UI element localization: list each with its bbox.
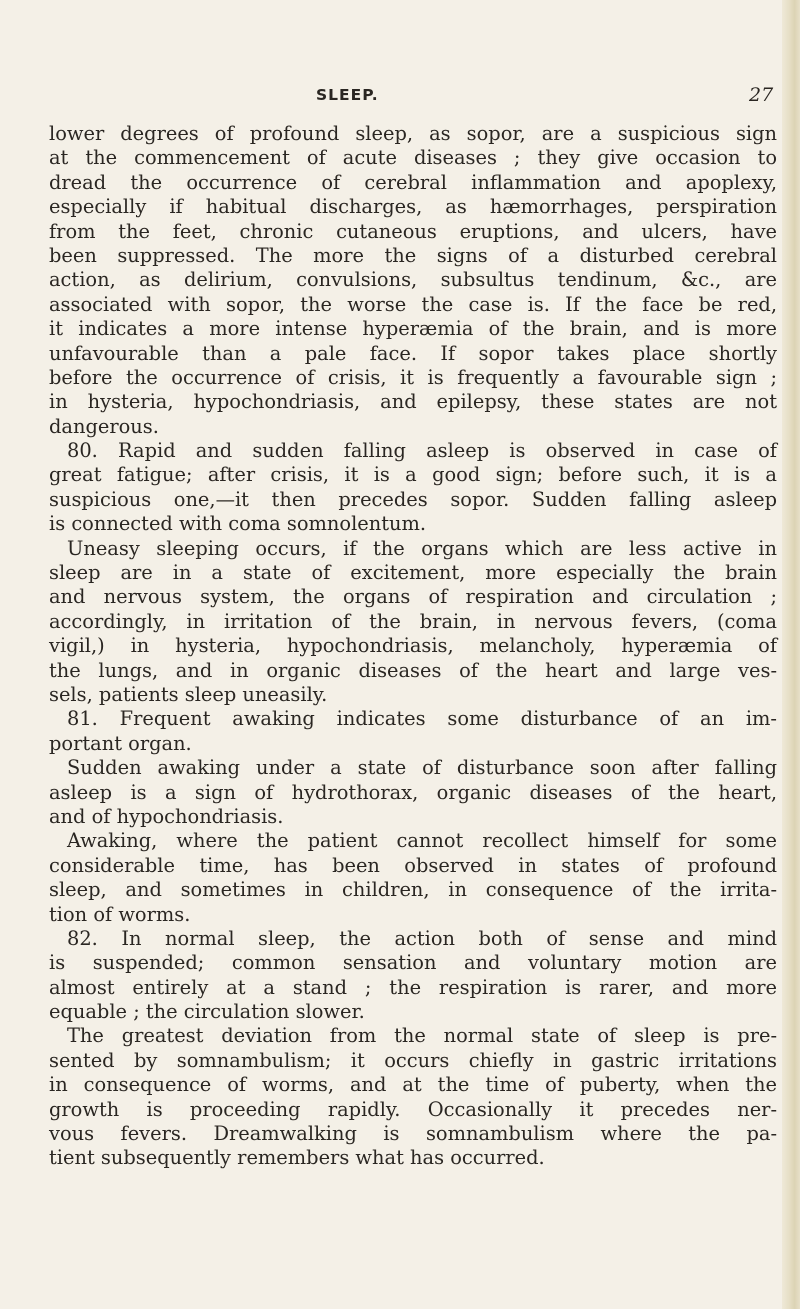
text-line: great fatigue; after crisis, it is a good sign; before such, it is a (49, 463, 777, 487)
text-line: and of hypochondriasis. (49, 804, 284, 828)
text-line: sleep, and sometimes in children, in consequence of the irrita- (49, 878, 777, 902)
text-line: equable ; the circulation slower. (49, 1000, 365, 1024)
running-header (0, 84, 800, 108)
text-line: Sudden awaking under a state of disturbance soon after falling (67, 756, 777, 780)
text-line: growth is proceeding rapidly. Occasionally it precedes ner- (49, 1097, 777, 1121)
text-line: asleep is a sign of hydrothorax, organic diseases of the heart, (49, 780, 777, 804)
text-line: vigil,) in hysteria, hypochondriasis, melancholy, hyperæmia of (49, 634, 777, 658)
text-line: from the feet, chronic cutaneous eruptions, and ulcers, have (49, 219, 777, 243)
text-line: in consequence of worms, and at the time of puberty, when the (49, 1073, 777, 1097)
text-line: associated with sopor, the worse the case is. If the face be red, (49, 292, 777, 316)
text-line: 82. In normal sleep, the action both of sense and mind (67, 926, 777, 950)
text-line: tient subsequently remembers what has occurred. (49, 1146, 545, 1170)
page-edge (782, 0, 800, 1309)
text-line: 80. Rapid and sudden falling asleep is observed in case of (67, 439, 777, 463)
body-text (49, 122, 777, 1171)
text-line: is connected with coma somnolentum. (49, 512, 427, 536)
text-line: action, as delirium, convulsions, subsultus tendinum, &c., are (49, 268, 777, 292)
text-line: before the occurrence of crisis, it is frequently a favourable sign ; (49, 365, 777, 389)
text-line: accordingly, in irritation of the brain, in nervous fevers, (coma (49, 609, 777, 633)
text-line: sented by somnambulism; it occurs chiefly in gastric irritations (49, 1048, 777, 1072)
text-line: vous fevers. Dreamwalking is somnambulism where the pa- (49, 1122, 777, 1146)
text-line: The greatest deviation from the normal state of sleep is pre- (67, 1024, 777, 1048)
text-line: been suppressed. The more the signs of a disturbed cerebral (49, 243, 777, 267)
text-line: dread the occurrence of cerebral inflammation and apoplexy, (49, 170, 777, 194)
text-line: 81. Frequent awaking indicates some disturbance of an im- (67, 707, 777, 731)
text-line: Uneasy sleeping occurs, if the organs which are less active in (67, 536, 777, 560)
text-line: unfavourable than a pale face. If sopor takes place shortly (49, 341, 777, 365)
text-line: it indicates a more intense hyperæmia of the brain, and is more (49, 317, 777, 341)
text-line: suspicious one,—it then precedes sopor. Sudden falling asleep (49, 487, 777, 511)
text-line: sleep are in a state of excitement, more especially the brain (49, 561, 777, 585)
text-line: considerable time, has been observed in states of profound (49, 853, 777, 877)
text-line: Awaking, where the patient cannot recollect himself for some (67, 829, 777, 853)
text-line: in hysteria, hypochondriasis, and epilepsy, these states are not (49, 390, 777, 414)
text-line: almost entirely at a stand ; the respiration is rarer, and more (49, 975, 777, 999)
text-line: lower degrees of profound sleep, as sopor, are a suspicious sign (49, 122, 777, 145)
text-line: portant organ. (49, 731, 192, 755)
text-line: sels, patients sleep uneasily. (49, 682, 328, 706)
text-line: and nervous system, the organs of respiration and circulation ; (49, 585, 777, 609)
text-line: the lungs, and in organic diseases of the heart and large ves- (49, 658, 777, 682)
text-line: at the commencement of acute diseases ; they give occasion to (49, 146, 777, 170)
running-title: SLEEP. (316, 86, 379, 104)
text-line: is suspended; common sensation and voluntary motion are (49, 951, 777, 975)
text-line: dangerous. (49, 414, 159, 438)
text-line: tion of worms. (49, 902, 191, 926)
page-number: 27 (749, 84, 774, 106)
text-line: especially if habitual discharges, as hæmorrhages, perspiration (49, 195, 777, 219)
